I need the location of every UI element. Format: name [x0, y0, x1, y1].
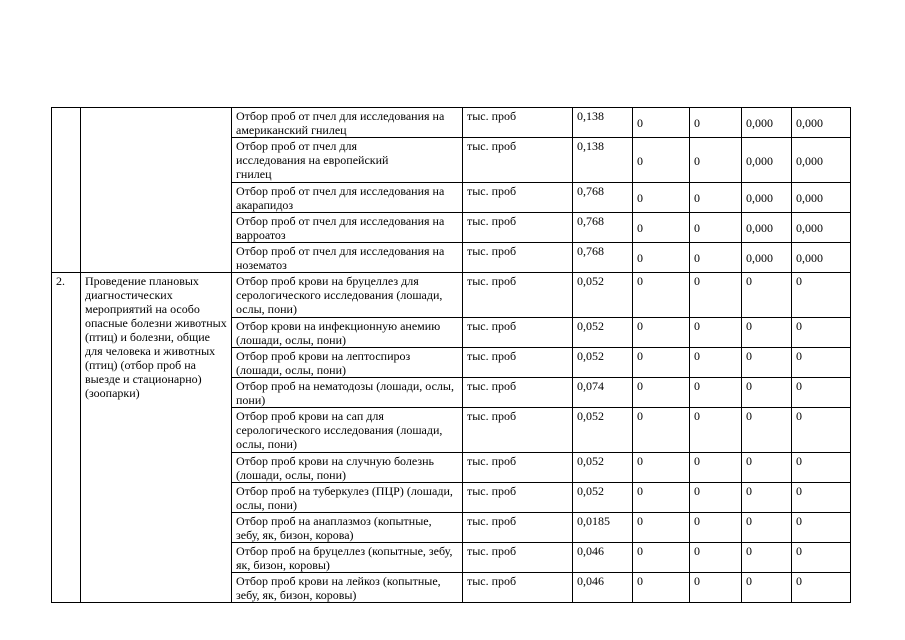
value-cell: 0,768: [573, 243, 633, 273]
unit-cell: тыс. проб: [463, 108, 573, 138]
unit-cell: тыс. проб: [463, 138, 573, 183]
section-number: 2.: [52, 273, 81, 603]
value-cell: 0: [742, 318, 792, 348]
activity-cell: Отбор проб на анаплазмоз (копытные, зебу, як, бизон, корова): [232, 513, 463, 543]
value-cell: 0,000: [792, 183, 851, 213]
value-cell: 0: [792, 573, 851, 603]
value-cell: 0: [633, 513, 690, 543]
unit-cell: тыс. проб: [463, 213, 573, 243]
value-cell: 0: [742, 408, 792, 453]
activity-cell: Отбор проб крови на бруцеллез для серологического исследования (лошади, ослы, пони): [232, 273, 463, 318]
value-cell: 0: [633, 318, 690, 348]
activity-cell: Отбор проб от пчел для исследования на варроатоз: [232, 213, 463, 243]
activity-cell: Отбор проб крови на лейкоз (копытные, зебу, як, бизон, коровы): [232, 573, 463, 603]
value-cell: 0: [690, 108, 742, 138]
value-cell: 0: [633, 483, 690, 513]
unit-cell: тыс. проб: [463, 483, 573, 513]
value-cell: 0,000: [742, 183, 792, 213]
value-cell: 0,138: [573, 138, 633, 183]
value-cell: 0: [742, 378, 792, 408]
value-cell: 0,000: [742, 243, 792, 273]
unit-cell: тыс. проб: [463, 513, 573, 543]
activity-cell: Отбор проб на нематодозы (лошади, ослы, пони): [232, 378, 463, 408]
value-cell: 0: [690, 348, 742, 378]
activity-cell: Отбор проб от пчел для исследования на акарапидоз: [232, 183, 463, 213]
value-cell: 0: [792, 483, 851, 513]
value-cell: 0,052: [573, 273, 633, 318]
value-cell: 0: [633, 378, 690, 408]
activity-cell: Отбор крови на инфекционную анемию (лошади, ослы, пони): [232, 318, 463, 348]
value-cell: 0: [792, 318, 851, 348]
value-cell: 0: [633, 453, 690, 483]
table-row: [52, 108, 851, 138]
value-cell: 0: [633, 183, 690, 213]
value-cell: 0: [633, 273, 690, 318]
value-cell: 0,052: [573, 483, 633, 513]
value-cell: 0,000: [792, 138, 851, 183]
table-body: [52, 108, 851, 603]
value-cell: 0: [633, 138, 690, 183]
value-cell: 0: [742, 273, 792, 318]
activity-cell: Отбор проб крови на сап для серологического исследования (лошади, ослы, пони): [232, 408, 463, 453]
activity-cell: Отбор проб на туберкулез (ПЦР) (лошади, ослы, пони): [232, 483, 463, 513]
unit-cell: тыс. проб: [463, 243, 573, 273]
unit-cell: тыс. проб: [463, 453, 573, 483]
value-cell: 0,052: [573, 348, 633, 378]
activity-cell: Отбор проб от пчел для исследования на нозематоз: [232, 243, 463, 273]
value-cell: 0: [792, 543, 851, 573]
value-cell: 0: [792, 453, 851, 483]
value-cell: 0: [633, 573, 690, 603]
value-cell: 0: [792, 378, 851, 408]
value-cell: 0,052: [573, 318, 633, 348]
activity-cell: Отбор проб на бруцеллез (копытные, зебу, як, бизон, коровы): [232, 543, 463, 573]
value-cell: 0: [742, 348, 792, 378]
value-cell: 0: [633, 408, 690, 453]
value-cell: 0,000: [742, 138, 792, 183]
value-cell: 0,138: [573, 108, 633, 138]
value-cell: 0,768: [573, 213, 633, 243]
unit-cell: тыс. проб: [463, 378, 573, 408]
activity-cell: Отбор проб крови на лептоспироз (лошади, ослы, пони): [232, 348, 463, 378]
value-cell: 0,000: [792, 213, 851, 243]
value-cell: 0: [690, 543, 742, 573]
value-cell: 0: [690, 483, 742, 513]
table-row: [52, 273, 851, 318]
value-cell: 0: [690, 183, 742, 213]
section-cell: [81, 108, 232, 273]
number-cell: [52, 108, 81, 273]
value-cell: 0: [633, 348, 690, 378]
value-cell: 0: [792, 513, 851, 543]
value-cell: 0: [690, 408, 742, 453]
value-cell: 0: [690, 378, 742, 408]
value-cell: 0,074: [573, 378, 633, 408]
unit-cell: тыс. проб: [463, 273, 573, 318]
value-cell: 0,0185: [573, 513, 633, 543]
value-cell: 0: [742, 483, 792, 513]
value-cell: 0: [690, 573, 742, 603]
value-cell: 0: [690, 243, 742, 273]
value-cell: 0: [792, 408, 851, 453]
value-cell: 0,046: [573, 543, 633, 573]
value-cell: 0: [633, 108, 690, 138]
unit-cell: тыс. проб: [463, 543, 573, 573]
unit-cell: тыс. проб: [463, 348, 573, 378]
value-cell: 0,046: [573, 573, 633, 603]
value-cell: 0: [633, 543, 690, 573]
value-cell: 0: [690, 453, 742, 483]
value-cell: 0: [633, 213, 690, 243]
value-cell: 0,000: [792, 108, 851, 138]
value-cell: 0: [690, 513, 742, 543]
activity-cell: Отбор проб от пчел для исследования на американский гнилец: [232, 108, 463, 138]
unit-cell: тыс. проб: [463, 183, 573, 213]
value-cell: 0,000: [742, 108, 792, 138]
value-cell: 0: [742, 453, 792, 483]
unit-cell: тыс. проб: [463, 408, 573, 453]
value-cell: 0,052: [573, 453, 633, 483]
document-table: [51, 107, 851, 603]
value-cell: 0: [742, 543, 792, 573]
value-cell: 0,000: [742, 213, 792, 243]
value-cell: 0: [792, 273, 851, 318]
value-cell: 0,052: [573, 408, 633, 453]
value-cell: 0: [742, 573, 792, 603]
value-cell: 0: [633, 243, 690, 273]
value-cell: 0: [742, 513, 792, 543]
value-cell: 0: [690, 318, 742, 348]
section-title: Проведение плановых диагностических мероприятий на особо опасные болезни животных (птиц) и болезни, общие для человека и животных (птиц) (отбор проб на выезде и стационарно) (зоопарки): [81, 273, 232, 603]
value-cell: 0: [690, 138, 742, 183]
unit-cell: тыс. проб: [463, 318, 573, 348]
activity-cell: Отбор проб от пчел для исследования на европейский гнилец: [232, 138, 463, 183]
value-cell: 0: [690, 213, 742, 243]
value-cell: 0,768: [573, 183, 633, 213]
value-cell: 0: [792, 348, 851, 378]
value-cell: 0,000: [792, 243, 851, 273]
value-cell: 0: [690, 273, 742, 318]
activity-cell: Отбор проб крови на случную болезнь (лошади, ослы, пони): [232, 453, 463, 483]
unit-cell: тыс. проб: [463, 573, 573, 603]
